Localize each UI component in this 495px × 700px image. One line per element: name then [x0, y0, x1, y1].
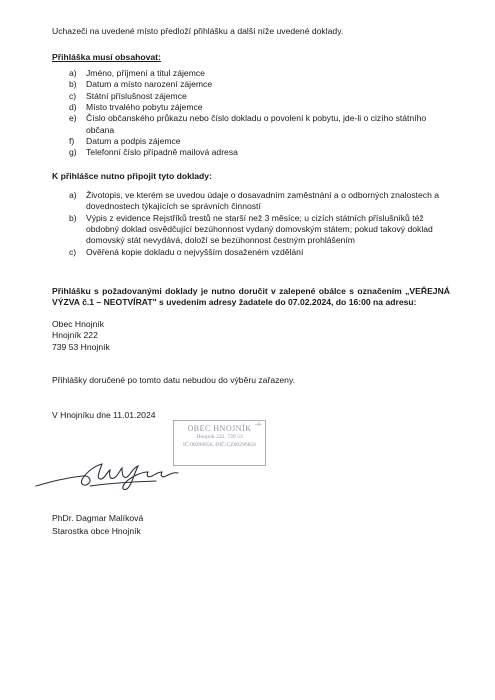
- list-item: a) Jméno, příjmení a titul zájemce: [69, 68, 205, 78]
- signatory-title: Starostka obce Hnojník: [52, 525, 141, 536]
- list-item: f) Datum a podpis zájemce: [69, 136, 181, 147]
- delivery-address: [52, 319, 452, 353]
- place-date: V Hnojníku dne 11.01.2024: [52, 410, 156, 420]
- address-line: 739 53 Hnojník: [52, 341, 110, 352]
- intro-text: Uchazeči na uvedené místo předloží přihlášku a další níže uvedené doklady.: [52, 26, 344, 36]
- stamp-address: Hnojník 222, 739 53: [196, 434, 243, 441]
- list-item: c) Státní příslušnost zájemce: [69, 90, 187, 101]
- list-item: c) Ověřená kopie dokladu o nejvyšším dosaženém vzdělání: [69, 246, 304, 257]
- submission-requirement: Přihlášku s požadovanými doklady je nutno doručit v zalepené obálce s označením „VEŘEJNÁ VÝZVA č.1 – NEOTVÍRAT" s uvedením adresy žadatele do 07.02.2024, do 16:00 na adresu:: [52, 286, 450, 308]
- stamp-number: -4-: [255, 422, 262, 428]
- list-item: d) Místo trvalého pobytu zájemce: [69, 102, 203, 113]
- stamp-ids: IČ:00296856, DIČ:CZ00296856: [182, 441, 257, 448]
- attachments-heading: K přihlášce nutno připojit tyto doklady:: [52, 171, 212, 181]
- list-item: b) Datum a místo narození zájemce: [69, 79, 213, 90]
- list-item: g) Telefonní číslo případně mailová adresa: [69, 147, 238, 158]
- address-line: Obec Hnojník: [52, 319, 105, 329]
- late-notice: Přihlášky doručené po tomto datu nebudou do výběru zařazeny.: [52, 375, 296, 385]
- stamp-title: OBEC HNOJNÍK: [187, 424, 252, 433]
- application-list: [52, 68, 442, 159]
- handwritten-signature: [30, 448, 190, 496]
- list-item: e) Číslo občanského průkazu nebo číslo dokladu o povolení k pobytu, jde-li o cizího státního občana: [69, 113, 427, 135]
- list-item: b) Výpis z evidence Rejstříků trestů ne starší než 3 měsíce; u cizích státních příslušníků též obdobný doklad osvědčující bezúhonnost vydaný domovským státem; pokud takový doklad domovský stát nevydává, doloží se bezúhonnost čestným prohlášením: [69, 212, 433, 246]
- application-heading: Přihláška musí obsahovat:: [52, 52, 161, 62]
- attachments-list: [52, 190, 442, 258]
- signatory-name: PhDr. Dagmar Malíková: [52, 513, 144, 523]
- list-item: a) Životopis, ve kterém se uvedou údaje o dosavadním zaměstnání a o odborných znalostech a dovednostech týkajících se správních činností: [69, 190, 440, 212]
- address-line: Hnojník 222: [52, 330, 98, 341]
- signatory-block: [52, 512, 452, 538]
